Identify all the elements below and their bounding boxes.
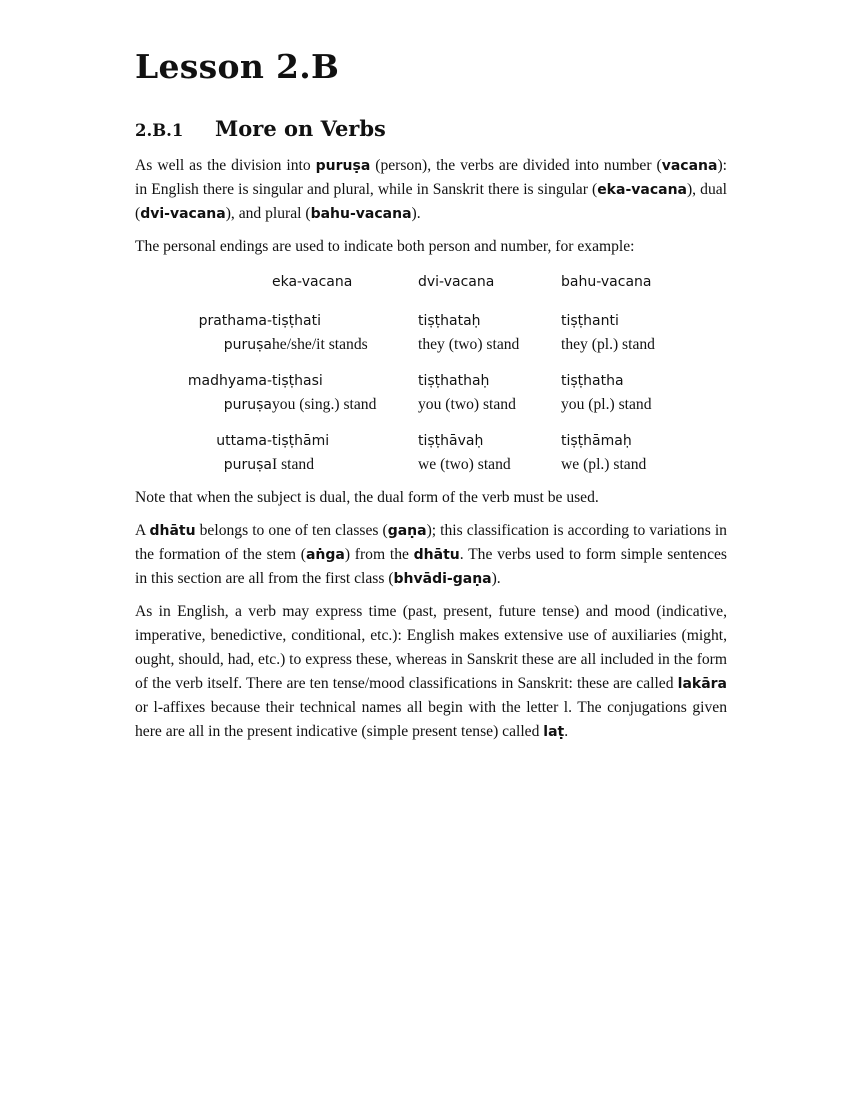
verb-form: tiṣṭhathaḥ <box>418 373 490 389</box>
paragraph-number-intro: As well as the division into puruṣa (person), the verbs are divided into number (vacana): in English there is singular and plural, while in Sanskrit there is singular (eka-vacana), dual (dvi-vacana), and plural (bahu-vacana). <box>135 157 727 222</box>
conjugation-table <box>135 267 721 477</box>
meaning: we (two) stand <box>418 456 511 473</box>
verb-form: tiṣṭhāmi <box>272 433 330 449</box>
row-label: puruṣa <box>223 457 272 473</box>
verb-form: tiṣṭhataḥ <box>418 313 481 329</box>
table-row <box>135 393 721 417</box>
column-header: eka-vacana <box>272 274 353 290</box>
table-row <box>135 333 721 357</box>
table-row <box>135 429 721 453</box>
verb-form: tiṣṭhāvaḥ <box>418 433 484 449</box>
table-row <box>135 309 721 333</box>
table-row <box>135 453 721 477</box>
row-label: madhyama- <box>187 373 272 389</box>
meaning: we (pl.) stand <box>561 456 647 473</box>
table-row <box>135 369 721 393</box>
meaning: they (two) stand <box>418 336 520 353</box>
column-header: dvi-vacana <box>418 274 495 290</box>
verb-form: tiṣṭhanti <box>561 313 619 329</box>
meaning: they (pl.) stand <box>561 336 655 353</box>
table-header-row <box>135 267 721 297</box>
verb-form: tiṣṭhāmaḥ <box>561 433 632 449</box>
row-label: puruṣa <box>223 337 272 353</box>
meaning: he/she/it stands <box>272 336 368 353</box>
document-page <box>135 46 727 744</box>
meaning: you (pl.) stand <box>561 396 652 413</box>
paragraph-dhatu-classes: A dhātu belongs to one of ten classes (gaṇa); this classification is according to variations in the formation of the stem (aṅga) from the dhātu. The verbs used to form simple sentences in this section are all from the first class (bhvādi-gaṇa). <box>135 522 727 587</box>
paragraph-tense-mood: As in English, a verb may express time (past, present, future tense) and mood (indicative, imperative, benedictive, conditional, etc.): English makes extensive use of auxiliaries (might, ought, should, had, etc.) to express these, whereas in Sanskrit these are all included in the form of the verb itself. There are ten tense/mood classifications in Sanskrit: these are called lakāra or l-affixes because their technical names all begin with the letter l. The conjugations given here are all in the present indicative (simple present tense) called laṭ. <box>135 603 727 740</box>
row-label: prathama- <box>198 313 272 329</box>
section-title: More on Verbs <box>215 116 386 141</box>
row-label: puruṣa <box>223 397 272 413</box>
paragraph-personal-endings: The personal endings are used to indicate both person and number, for example: <box>135 238 635 255</box>
section-number: 2.B.1 <box>135 121 184 140</box>
meaning: I stand <box>272 456 315 473</box>
section-heading <box>135 114 727 146</box>
verb-form: tiṣṭhati <box>272 313 321 329</box>
row-label: uttama- <box>216 433 272 449</box>
verb-form: tiṣṭhatha <box>561 373 624 389</box>
column-header: bahu-vacana <box>561 274 652 290</box>
meaning: you (two) stand <box>418 396 516 413</box>
verb-form: tiṣṭhasi <box>272 373 323 389</box>
paragraph-dual-note: Note that when the subject is dual, the dual form of the verb must be used. <box>135 489 599 506</box>
meaning: you (sing.) stand <box>272 396 377 413</box>
lesson-title: Lesson 2.B <box>135 47 340 86</box>
